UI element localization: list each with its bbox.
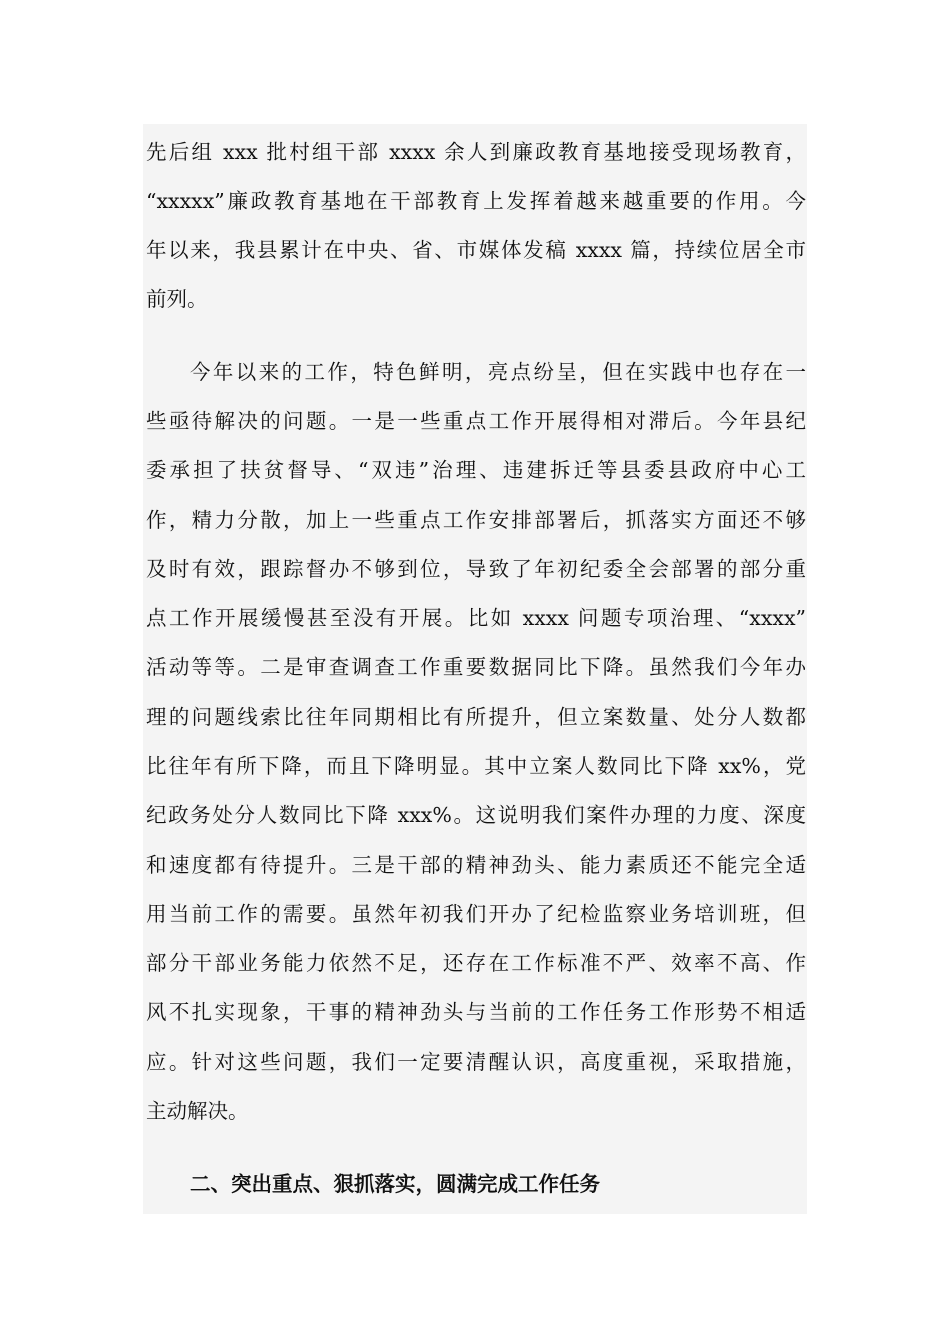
paragraph-2-line-1: 今年以来的工作，特色鲜明，亮点纷呈，但在实践中也存在一: [190, 360, 806, 384]
section-heading: 二、突出重点、狠抓落实，圆满完成工作任务: [190, 1172, 600, 1196]
paragraph-2-line-5: 及时有效，跟踪督办不够到位，导致了年初纪委全会部署的部分重: [146, 557, 806, 581]
paragraph-2-line-14: 风不扎实现象，干事的精神劲头与当前的工作任务工作形势不相适: [146, 1000, 806, 1024]
paragraph-1-line-3: 年以来，我县累计在中央、省、市媒体发稿 xxxx 篇，持续位居全市: [146, 238, 806, 262]
paragraph-2-line-9: 比往年有所下降，而且下降明显。其中立案人数同比下降 xx%，党: [146, 754, 806, 778]
paragraph-2-line-11: 和速度都有待提升。三是干部的精神劲头、能力素质还不能完全适: [146, 853, 806, 877]
paragraph-2-line-7: 活动等等。二是审查调查工作重要数据同比下降。虽然我们今年办: [146, 655, 806, 679]
paragraph-1-line-1: 先后组 xxx 批村组干部 xxxx 余人到廉政教育基地接受现场教育，: [146, 140, 806, 164]
paragraph-2-line-4: 作，精力分散，加上一些重点工作安排部署后，抓落实方面还不够: [146, 508, 806, 532]
paragraph-2-line-10: 纪政务处分人数同比下降 xxx%。这说明我们案件办理的力度、深度: [146, 803, 806, 827]
paragraph-1-line-2: “xxxxx”廉政教育基地在干部教育上发挥着越来越重要的作用。今: [146, 189, 806, 213]
paragraph-2-line-16: 主动解决。: [146, 1099, 249, 1123]
paragraph-2-line-13: 部分干部业务能力依然不足，还存在工作标准不严、效率不高、作: [146, 951, 806, 975]
paragraph-2-line-8: 理的问题线索比往年同期相比有所提升，但立案数量、处分人数都: [146, 705, 806, 729]
paragraph-2-line-6: 点工作开展缓慢甚至没有开展。比如 xxxx 问题专项治理、“xxxx”: [146, 606, 806, 630]
paragraph-2-line-15: 应。针对这些问题，我们一定要清醒认识，高度重视，采取措施，: [146, 1050, 806, 1074]
paragraph-2-line-2: 些亟待解决的问题。一是一些重点工作开展得相对滞后。今年县纪: [146, 409, 806, 433]
paragraph-2-line-3: 委承担了扶贫督导、“双违”治理、违建拆迁等县委县政府中心工: [146, 458, 806, 482]
paragraph-2-line-12: 用当前工作的需要。虽然年初我们开办了纪检监察业务培训班，但: [146, 902, 806, 926]
paragraph-1-line-4: 前列。: [146, 287, 208, 311]
